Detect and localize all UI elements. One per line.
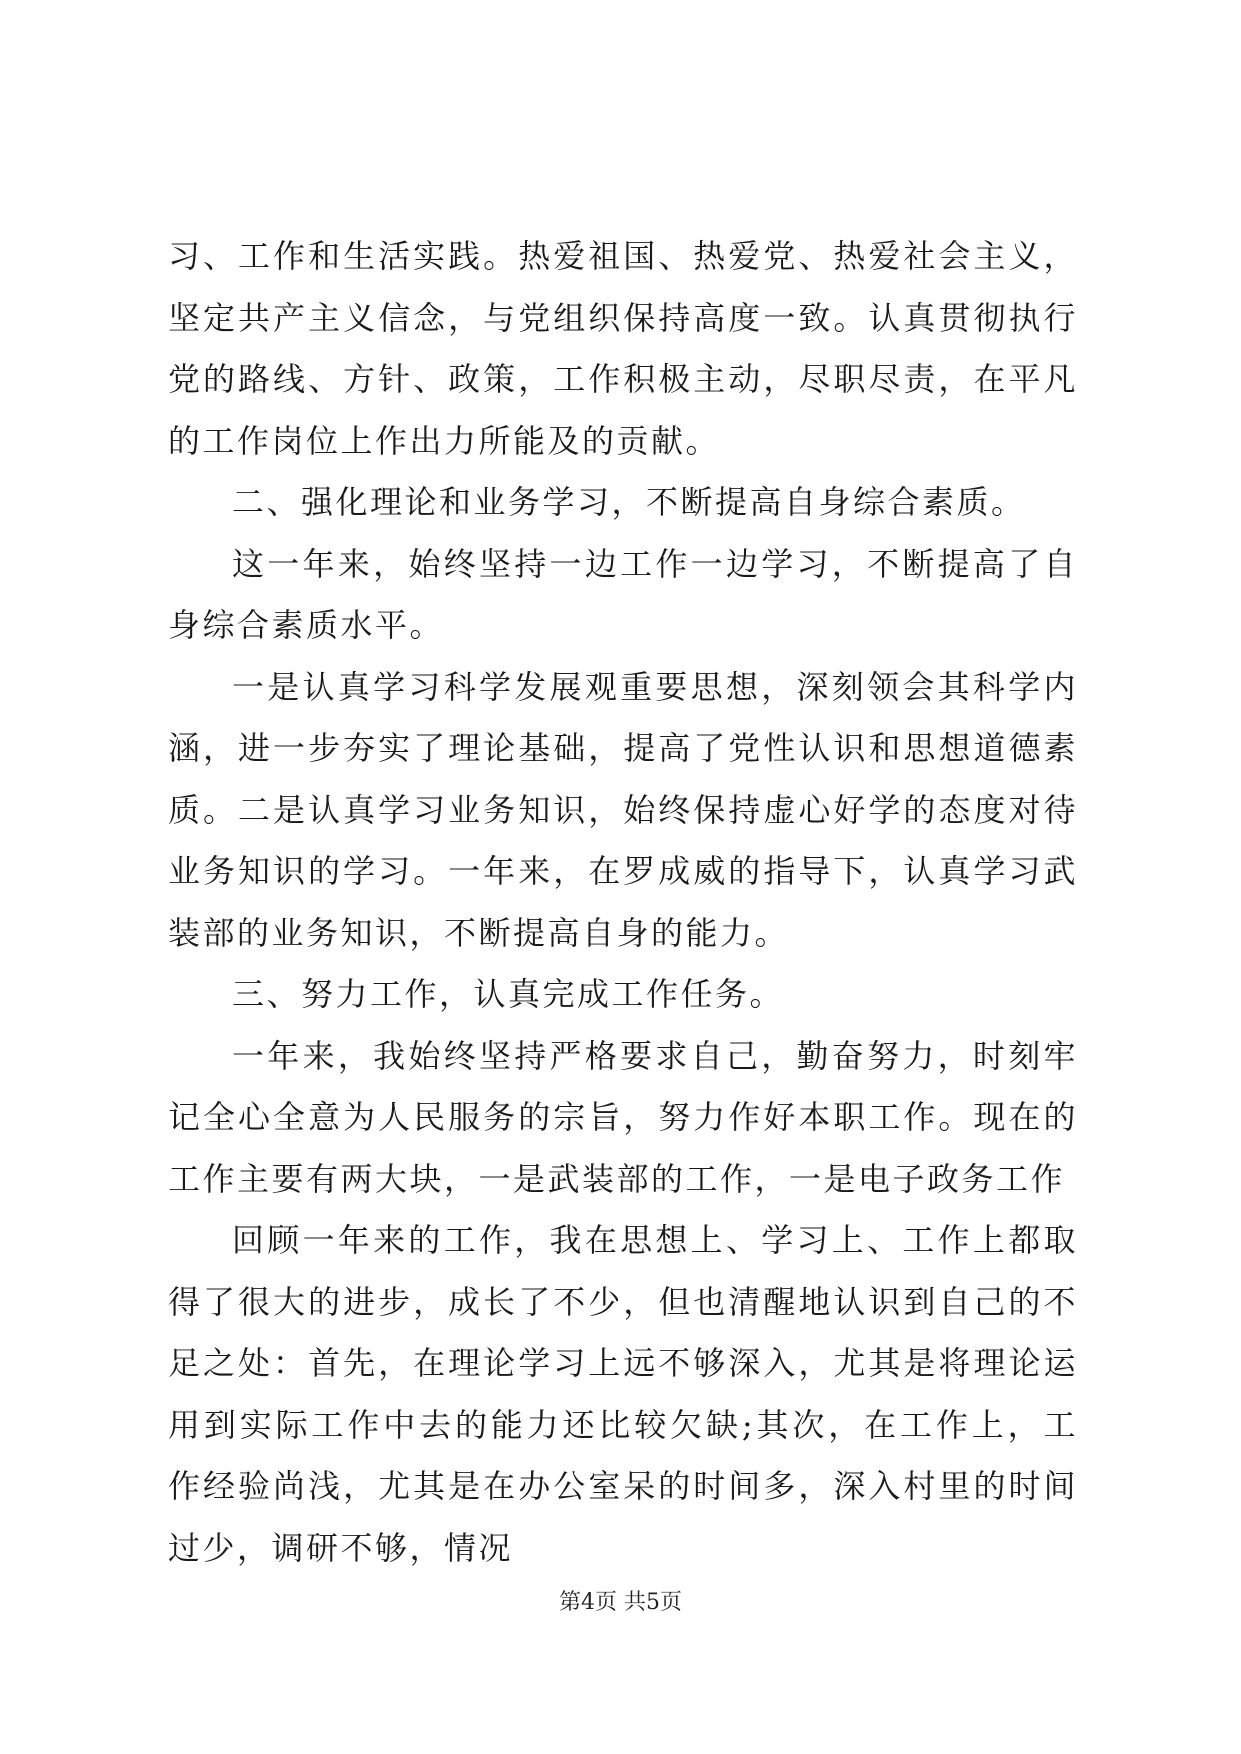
paragraph-review: 回顾一年来的工作，我在思想上、学习上、工作上都取得了很大的进步，成长了不少，但也清醒地认识到自己的不足之处：首先，在理论学习上远不够深入，尤其是将理论运用到实际工作中去的能力还比较欠缺;其次，在工作上，工作经验尚浅，尤其是在办公室呆的时间多，深入村里的时间过少，调研不够，情况 xyxy=(168,1221,1078,1567)
paragraph-work-summary: 一年来，我始终坚持严格要求自己，勤奋努力，时刻牢记全心全意为人民服务的宗旨，努力作好本职工作。现在的工作主要有两大块，一是武装部的工作，一是电子政务工作 xyxy=(168,1036,1078,1198)
paragraph-continuation: 习、工作和生活实践。热爱祖国、热爱党、热爱社会主义，坚定共产主义信念，与党组织保持高度一致。认真贯彻执行党的路线、方针、政策，工作积极主动，尽职尽责，在平凡的工作岗位上作出力所能及的贡献。 xyxy=(168,237,1078,460)
paragraph-study-details: 一是认真学习科学发展观重要思想，深刻领会其科学内涵，进一步夯实了理论基础，提高了党性认识和思想道德素质。二是认真学习业务知识，始终保持虚心好学的态度对待业务知识的学习。一年来，在罗成威的指导下，认真学习武装部的业务知识，不断提高自身的能力。 xyxy=(168,667,1078,952)
document-body xyxy=(168,226,1078,1579)
paragraph-study-summary: 这一年来，始终坚持一边工作一边学习，不断提高了自身综合素质水平。 xyxy=(168,544,1078,644)
page-number-footer: 第4页 共5页 xyxy=(559,1590,682,1615)
section-heading-two: 二、强化理论和业务学习，不断提高自身综合素质。 xyxy=(232,483,1026,521)
section-heading-three: 三、努力工作，认真完成工作任务。 xyxy=(232,975,785,1013)
